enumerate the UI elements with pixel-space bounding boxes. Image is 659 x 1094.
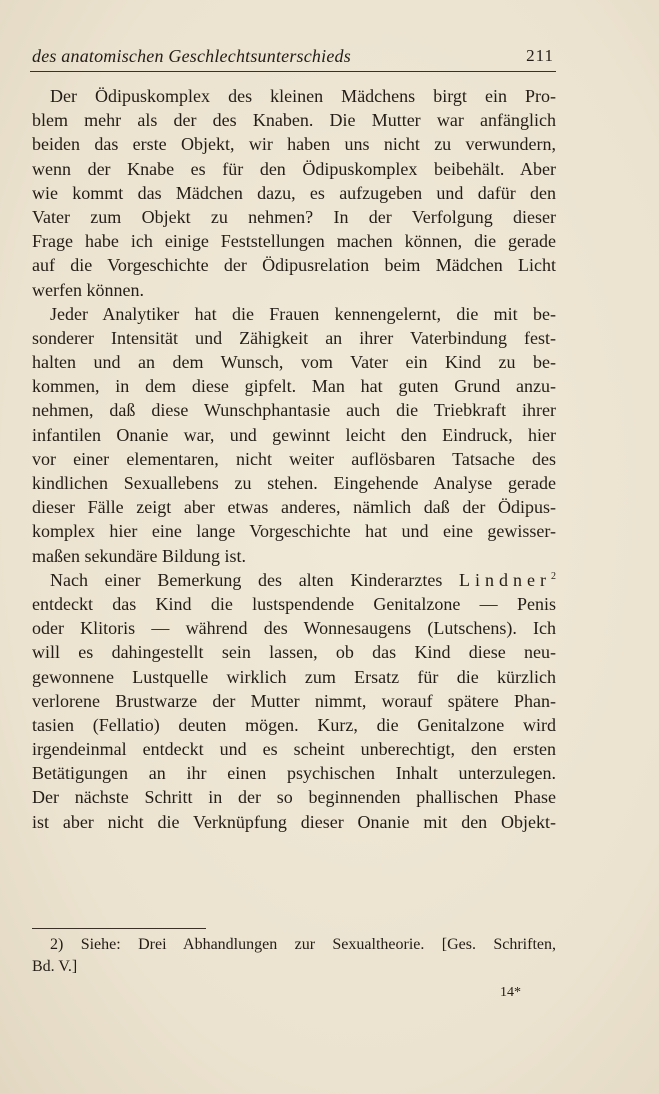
text-line: kindlichen Sexuallebens zu stehen. Eingehende Analyse gerade	[32, 473, 556, 493]
text-line: blem mehr als der des Knaben. Die Mutter war anfänglich	[32, 110, 556, 131]
text-line: komplex hier eine lange Vorgeschichte hat und eine gewisser-	[32, 521, 556, 542]
text-line: nehmen, daß diese Wunschphantasie auch die Triebkraft ihrer	[32, 400, 556, 421]
text-line: Betätigungen an ihr einen psychischen Inhalt unterzulegen.	[32, 763, 556, 784]
text-line: sonderer Intensität und Zähigkeit an ihrer Vaterbindung fest-	[32, 327, 556, 348]
footnote-line: 2) Siehe: Drei Abhandlungen zur Sexualtheorie. [Ges. Schriften,	[50, 936, 556, 953]
text-line: Frage habe ich einige Feststellungen machen können, die gerade	[32, 231, 556, 252]
text-line: entdeckt das Kind die lustspendende Genitalzone — Penis	[32, 593, 556, 614]
text-line: werfen können.	[32, 279, 144, 300]
footnote-rule	[32, 928, 206, 929]
footnote-line: Bd. V.]	[32, 958, 78, 975]
text-line: ist aber nicht die Verknüpfung dieser Onanie mit den Objekt-	[32, 811, 556, 832]
printer-signature: 14*	[500, 985, 521, 1000]
page-number: 211	[526, 46, 554, 65]
text-line: wenn der Knabe es für den Ödipuskomplex beibehält. Aber	[32, 158, 556, 179]
text-line: irgendeinmal entdeckt und es scheint unberechtigt, den ersten	[32, 739, 556, 760]
footnote	[32, 934, 556, 978]
lindner-line-prefix: Nach einer Bemerkung des alten Kinderarztes	[50, 569, 443, 590]
text-line: verlorene Brustwarze der Mutter nimmt, worauf spätere Phan-	[32, 690, 556, 711]
running-title: des anatomischen Geschlechtsunterschieds	[32, 46, 351, 66]
text-line: tasien (Fellatio) deuten mögen. Kurz, die Genitalzone wird	[32, 714, 556, 735]
text-line: beiden das erste Objekt, wir haben uns nicht zu verwundern,	[32, 134, 556, 155]
text-line: Der nächste Schritt in der so beginnenden phallischen Phase	[32, 787, 556, 808]
text-line: maßen sekundäre Bildung ist.	[32, 545, 246, 566]
text-line: will es dahingestellt sein lassen, ob das Kind diese neu-	[32, 642, 556, 663]
text-line: kommen, in dem diese gipfelt. Man hat guten Grund anzu-	[32, 376, 556, 397]
header-rule	[30, 71, 556, 72]
body-text	[32, 84, 556, 834]
text-line: Der Ödipuskomplex des kleinen Mädchens birgt ein Pro-	[50, 86, 556, 106]
text-line: oder Klitoris — während des Wonnesaugens (Lutschens). Ich	[32, 618, 556, 639]
text-line: Vater zum Objekt zu nehmen? In der Verfolgung dieser	[32, 206, 556, 227]
text-line: vor einer elementaren, nicht weiter auflösbaren Tatsache des	[32, 448, 556, 469]
text-line: gewonnene Lustquelle wirklich zum Ersatz für die kürzlich	[32, 666, 556, 687]
text-line: infantilen Onanie war, und gewinnt leicht den Eindruck, hier	[32, 424, 556, 445]
footnote-ref[interactable]: 2	[551, 570, 556, 582]
text-line: dieser Fälle zeigt aber etwas anderes, nämlich daß der Ödipus-	[32, 497, 556, 518]
text-line: Jeder Analytiker hat die Frauen kennengelernt, die mit be-	[50, 303, 556, 324]
text-line: halten und an dem Wunsch, vom Vater ein Kind zu be-	[32, 352, 556, 373]
text-line: auf die Vorgeschichte der Ödipusrelation beim Mädchen Licht	[32, 255, 556, 276]
running-head	[32, 42, 554, 70]
author-name-spaced: Lindner	[459, 569, 552, 590]
text-line: wie kommt das Mädchen dazu, es aufzugeben und dafür den	[32, 182, 556, 203]
text-line-lindner	[32, 568, 556, 592]
